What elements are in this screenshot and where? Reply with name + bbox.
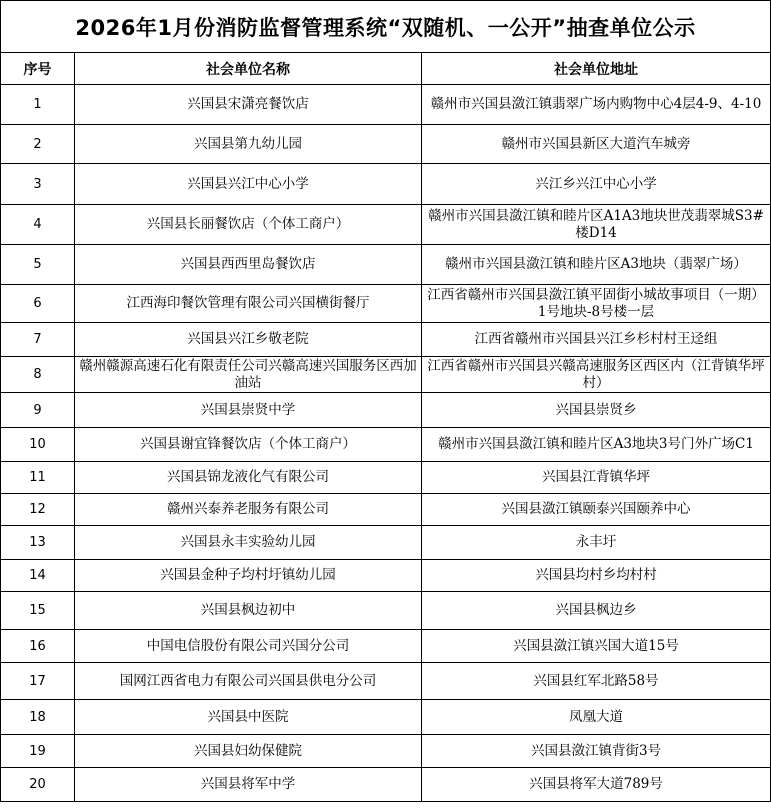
unit-address: 赣州市兴国县潋江镇和睦片区A3地块（翡翠广场） xyxy=(422,245,771,285)
row-index: 14 xyxy=(1,560,75,592)
table-row xyxy=(1,560,771,592)
unit-address: 兴国县将军大道789号 xyxy=(422,768,771,802)
unit-name: 兴国县枫边初中 xyxy=(75,592,422,630)
unit-name: 赣州兴泰养老服务有限公司 xyxy=(75,494,422,526)
table-row xyxy=(1,768,771,802)
table-row xyxy=(1,663,771,700)
row-index: 2 xyxy=(1,125,75,164)
unit-name: 中国电信股份有限公司兴国分公司 xyxy=(75,630,422,663)
unit-address: 赣州市兴国县潋江镇和睦片区A1A3地块世茂翡翠城S3#楼D14 xyxy=(422,205,771,245)
unit-name: 兴国县长丽餐饮店（个体工商户） xyxy=(75,205,422,245)
table-row xyxy=(1,462,771,494)
unit-address: 赣州市兴国县潋江镇翡翠广场内购物中心4层4-9、4-10 xyxy=(422,85,771,125)
row-index: 6 xyxy=(1,285,75,323)
unit-address: 兴国县江背镇华坪 xyxy=(422,462,771,494)
unit-name: 兴国县谢宜锋餐饮店（个体工商户） xyxy=(75,428,422,462)
table-row xyxy=(1,323,771,357)
unit-address: 赣州市兴国县新区大道汽车城旁 xyxy=(422,125,771,164)
unit-address: 兴国县均村乡均村村 xyxy=(422,560,771,592)
row-index: 1 xyxy=(1,85,75,125)
unit-name: 江西海印餐饮管理有限公司兴国横街餐厅 xyxy=(75,285,422,323)
unit-address: 兴国县崇贤乡 xyxy=(422,393,771,428)
row-index: 9 xyxy=(1,393,75,428)
row-index: 7 xyxy=(1,323,75,357)
table-row xyxy=(1,700,771,735)
row-index: 5 xyxy=(1,245,75,285)
unit-name: 兴国县宋潇亮餐饮店 xyxy=(75,85,422,125)
row-index: 11 xyxy=(1,462,75,494)
unit-name: 兴国县崇贤中学 xyxy=(75,393,422,428)
table-row xyxy=(1,357,771,393)
unit-name: 兴国县兴江乡敬老院 xyxy=(75,323,422,357)
row-index: 3 xyxy=(1,164,75,205)
table-row xyxy=(1,630,771,663)
row-index: 8 xyxy=(1,357,75,393)
unit-name: 兴国县将军中学 xyxy=(75,768,422,802)
header-index: 序号 xyxy=(1,53,75,85)
header-address: 社会单位地址 xyxy=(422,53,771,85)
row-index: 15 xyxy=(1,592,75,630)
unit-name: 兴国县锦龙液化气有限公司 xyxy=(75,462,422,494)
table-row xyxy=(1,735,771,768)
unit-address: 兴国县潋江镇颐泰兴国颐养中心 xyxy=(422,494,771,526)
unit-name: 兴国县兴江中心小学 xyxy=(75,164,422,205)
row-index: 12 xyxy=(1,494,75,526)
unit-address: 永丰圩 xyxy=(422,526,771,560)
table-row xyxy=(1,285,771,323)
table-row xyxy=(1,85,771,125)
table-row xyxy=(1,205,771,245)
row-index: 16 xyxy=(1,630,75,663)
unit-name: 兴国县金种子均村圩镇幼儿园 xyxy=(75,560,422,592)
row-index: 4 xyxy=(1,205,75,245)
unit-address: 兴国县潋江镇兴国大道15号 xyxy=(422,630,771,663)
unit-name: 兴国县中医院 xyxy=(75,700,422,735)
table-header-row xyxy=(1,53,771,85)
table-row xyxy=(1,125,771,164)
table-row xyxy=(1,164,771,205)
unit-address: 凤凰大道 xyxy=(422,700,771,735)
page-title: 2026年1月份消防监督管理系统“双随机、一公开”抽查单位公示 xyxy=(1,1,771,53)
table-row xyxy=(1,245,771,285)
unit-address: 兴国县红军北路58号 xyxy=(422,663,771,700)
unit-address: 兴国县枫边乡 xyxy=(422,592,771,630)
row-index: 18 xyxy=(1,700,75,735)
unit-address: 赣州市兴国县潋江镇和睦片区A3地块3号门外广场C1 xyxy=(422,428,771,462)
unit-address: 江西省赣州市兴国县兴江乡杉村村王迳组 xyxy=(422,323,771,357)
table-row xyxy=(1,428,771,462)
row-index: 17 xyxy=(1,663,75,700)
table-row xyxy=(1,592,771,630)
unit-name: 兴国县西西里岛餐饮店 xyxy=(75,245,422,285)
unit-name: 兴国县妇幼保健院 xyxy=(75,735,422,768)
table-row xyxy=(1,393,771,428)
table-row xyxy=(1,526,771,560)
unit-name: 赣州赣源高速石化有限责任公司兴赣高速兴国服务区西加油站 xyxy=(75,357,422,393)
row-index: 13 xyxy=(1,526,75,560)
row-index: 10 xyxy=(1,428,75,462)
unit-address: 兴国县潋江镇背街3号 xyxy=(422,735,771,768)
header-name: 社会单位名称 xyxy=(75,53,422,85)
unit-name: 兴国县第九幼儿园 xyxy=(75,125,422,164)
unit-name: 国网江西省电力有限公司兴国县供电分公司 xyxy=(75,663,422,700)
row-index: 19 xyxy=(1,735,75,768)
unit-address: 江西省赣州市兴国县兴赣高速服务区西区内（江背镇华坪村） xyxy=(422,357,771,393)
unit-address: 江西省赣州市兴国县潋江镇平固街小城故事项目（一期）1号地块-8号楼一层 xyxy=(422,285,771,323)
unit-name: 兴国县永丰实验幼儿园 xyxy=(75,526,422,560)
table-row xyxy=(1,494,771,526)
row-index: 20 xyxy=(1,768,75,802)
table-body xyxy=(1,85,771,802)
unit-address: 兴江乡兴江中心小学 xyxy=(422,164,771,205)
